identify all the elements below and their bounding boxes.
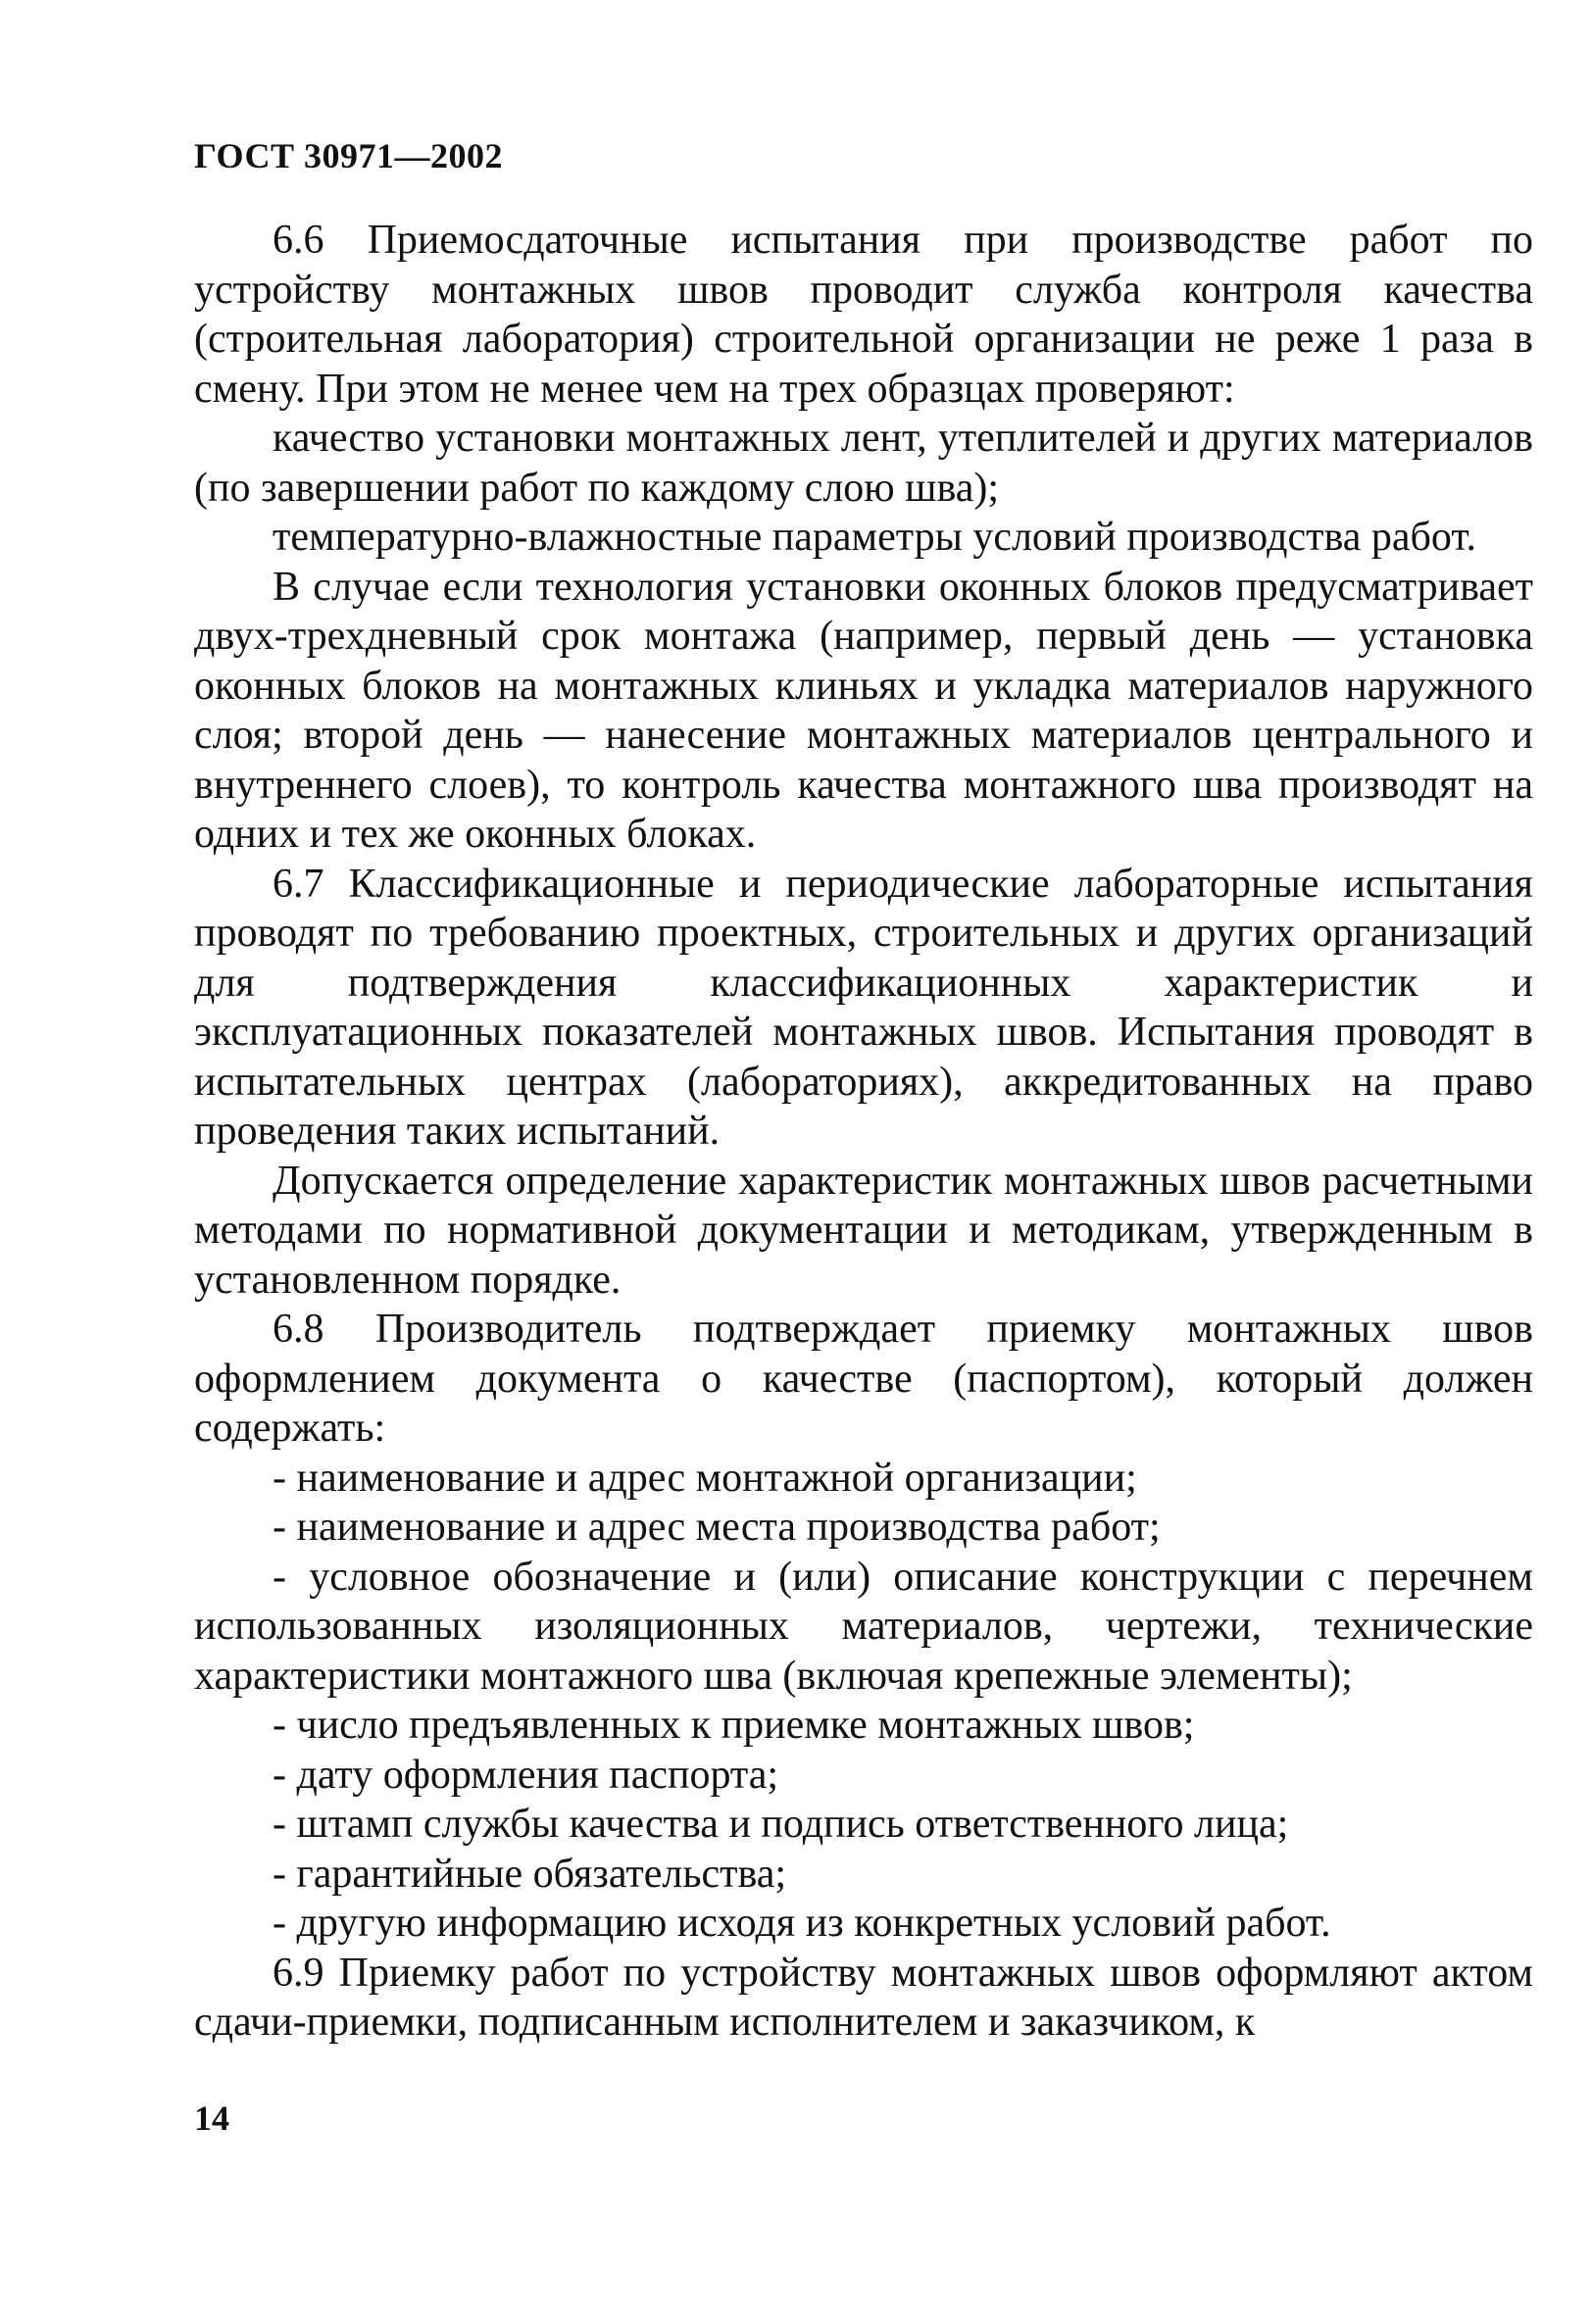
list-item: - штамп службы качества и подпись ответственного лица; [273,1802,1289,1847]
list-item: - гарантийные обязательства; [273,1851,787,1897]
paragraph-calculation-methods: Допускается определение характеристик монтажных швов расчетными методами по нормативной документации и методикам, утвержденным в установленном порядке. [194,1158,1533,1303]
list-item: - другую информацию исходя из конкретных условий работ. [273,1901,1331,1946]
document-code-header: ГОСТ 30971—2002 [194,136,503,175]
paragraph-6-6: 6.6 Приемосдаточные испытания при производстве работ по устройству монтажных швов проводит служба контроля качества (строительная лаборатория) строительной организации не реже 1 раза в смену. При этом не менее чем на трех образцах проверяют: [194,218,1533,412]
paragraph-check-tapes: качество установки монтажных лент, утеплителей и других материалов (по завершении работ по каждому слою шва); [194,416,1533,511]
paragraph-check-temperature: температурно-влажностные параметры условий производства работ. [273,515,1477,560]
paragraph-6-7: 6.7 Классификационные и периодические лабораторные испытания проводят по требованию проектных, строительных и других организаций для подтверждения классификационных характеристик и эксплуатационных показателей монтажных швов. Испытания проводят в испытательных центрах (лабораториях), аккредитованных на право проведения таких испытаний. [194,861,1533,1154]
list-item: - дату оформления паспорта; [273,1752,779,1798]
paragraph-6-8: 6.8 Производитель подтверждает приемку монтажных швов оформлением документа о качестве (паспортом), который должен содержать: [194,1307,1533,1451]
body-text [194,216,1533,2048]
list-item: - число предъявленных к приемке монтажных швов; [273,1703,1195,1748]
list-item: - условное обозначение и (или) описание конструкции с перечнем использованных изоляционных материалов, чертежи, технические характеристики монтажного шва (включая крепежные элементы); [194,1554,1533,1699]
page-number: 14 [194,2099,229,2138]
list-item: - наименование и адрес монтажной организации; [273,1455,1137,1501]
paragraph-6-9: 6.9 Приемку работ по устройству монтажных швов оформляют актом сдачи-приемки, подписанным исполнителем и заказчиком, к [194,1950,1533,2045]
paragraph-multi-day-installation: В случае если технология установки оконных блоков предусматривает двух-трехдневный срок монтажа (например, первый день — установка оконных блоков на монтажных клиньях и укладка материалов наружного слоя; второй день — нанесение монтажных материалов центрального и внутреннего слоев), то контроль качества монтажного шва производят на одних и тех же оконных блоках. [194,564,1533,857]
list-item: - наименование и адрес места производства работ; [273,1505,1161,1550]
